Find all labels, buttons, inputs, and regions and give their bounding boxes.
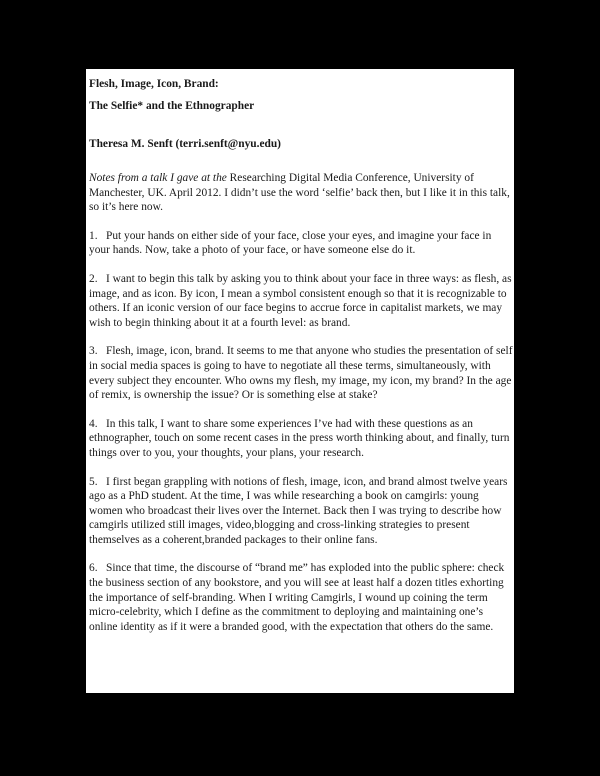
intro-note bbox=[89, 171, 513, 215]
paragraph-text: In this talk, I want to share some experiences I’ve had with these questions as an ethnographer, touch on some recent cases in the press worth thinking about, and finally, turn things over to you, your thoughts, your plans, your research. bbox=[89, 417, 510, 459]
paragraph-5 bbox=[89, 475, 513, 548]
document-author: Theresa M. Senft (terri.senft@nyu.edu) bbox=[89, 138, 281, 150]
intro-note-text: Researching Digital Media Conference, University of Manchester, UK. April 2012. I didn’t use the word ‘selfie’ back then, but I like it in this talk, so it’s here now. bbox=[89, 172, 510, 214]
paragraph-number: 6. bbox=[89, 562, 98, 575]
document-content bbox=[89, 77, 513, 648]
paragraph-number: 5. bbox=[89, 475, 98, 488]
intro-note-italic: Notes from a talk I gave at the bbox=[89, 172, 227, 184]
paragraph-text: Since that time, the discourse of “brand me” has exploded into the public sphere: check the business section of any bookstore, and you will see at least half a dozen titles exhorting the importance of self-branding. When I writing Camgirls, I wound up coining the term micro-celebrity, which I define as the commitment to deploying and maintaining one’s online identity as if it were a branded good, with the expectation that others do the same. bbox=[89, 562, 505, 633]
paragraph-3 bbox=[89, 344, 513, 402]
paragraph-4 bbox=[89, 417, 513, 461]
paragraph-number: 3. bbox=[89, 345, 98, 358]
paragraph-6 bbox=[89, 561, 513, 634]
paragraph-text: Flesh, image, icon, brand. It seems to me that anyone who studies the presentation of self in social media spaces is going to have to negotiate all these terms, simultaneously, with every subject they encounter. Who owns my flesh, my image, my icon, my brand? In the age of remix, is ownership the issue? Or is something else at stake? bbox=[89, 345, 513, 402]
paragraph-text: I first began grappling with notions of flesh, image, icon, and brand almost twelve years ago as a PhD student. At the time, I was while researching a book on camgirls: young women who broadcast their lives over the Internet. Back then I was trying to describe how camgirls utilized still images, video,blogging and cross-linking strategies to present themselves as a coherent,branded packages to their online fans. bbox=[89, 475, 508, 546]
paragraph-text: I want to begin this talk by asking you to think about your face in three ways: as flesh, as image, and as icon. By icon, I mean a symbol consistent enough so that it is recognizable to others. If an iconic version of our face begins to accrue force in capitalist markets, we may wish to begin thinking about it at a fourth level: as brand. bbox=[89, 272, 512, 329]
paragraph-number: 2. bbox=[89, 272, 98, 285]
document-title: Flesh, Image, Icon, Brand: bbox=[89, 78, 219, 90]
document-subtitle: The Selfie* and the Ethnographer bbox=[89, 100, 255, 112]
paragraph-text: Put your hands on either side of your face, close your eyes, and imagine your face in your hands. Now, take a photo of your face, or have someone else do it. bbox=[89, 229, 492, 257]
paragraph-2 bbox=[89, 272, 513, 330]
document-page bbox=[86, 69, 514, 693]
paragraph-number: 4. bbox=[89, 417, 98, 430]
paragraph-1 bbox=[89, 229, 513, 258]
paragraph-number: 1. bbox=[89, 229, 98, 242]
